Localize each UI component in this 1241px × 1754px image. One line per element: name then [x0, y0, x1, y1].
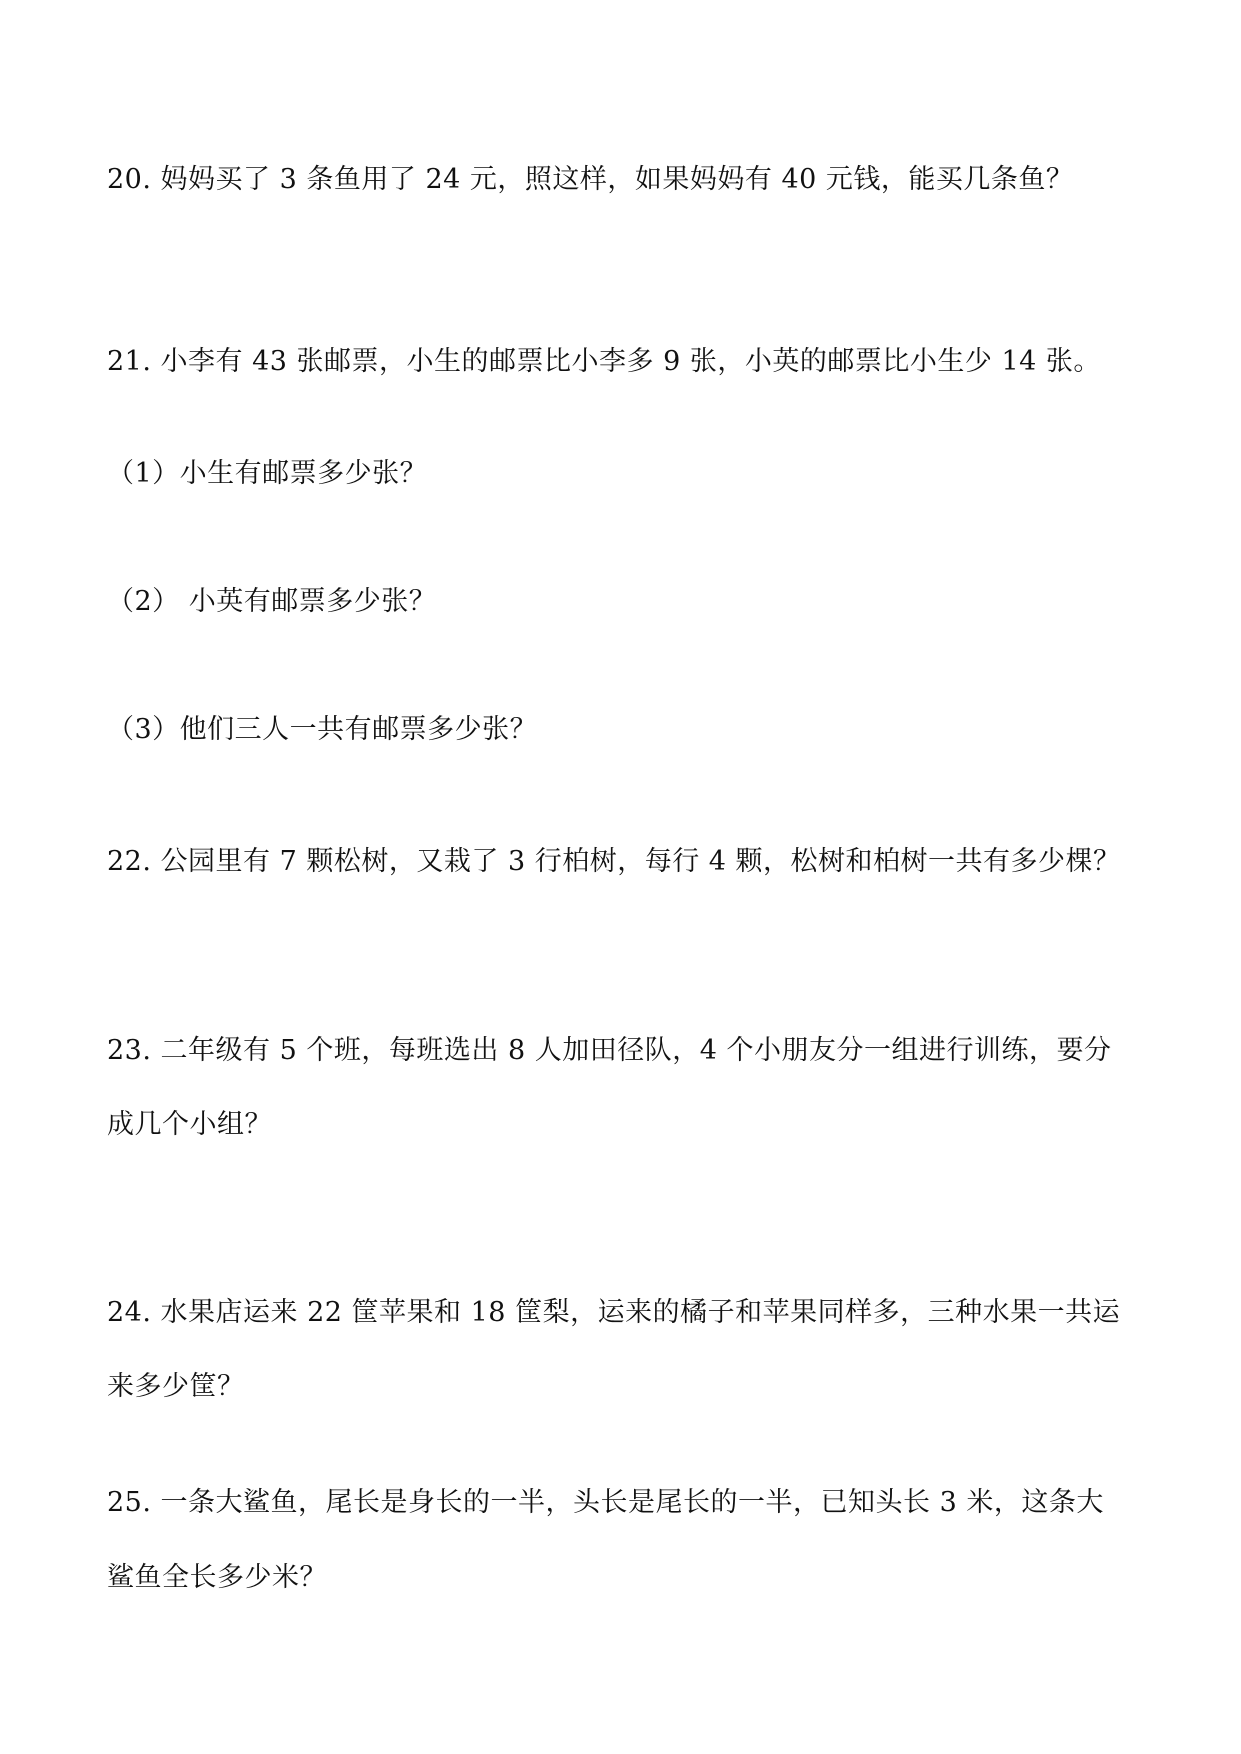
question-24-line-2: 来多少筐？ [107, 1371, 245, 1402]
question-21-part-2: （2） 小英有邮票多少张？ [107, 586, 437, 617]
question-23-line-1: 23. 二年级有 5 个班，每班选出 8 人加田径队，4 个小朋友分一组进行训练，要分 [107, 1035, 1112, 1066]
question-22: 22. 公园里有 7 颗松树，又栽了 3 行柏树，每行 4 颗，松树和柏树一共有多少棵？ [107, 846, 1121, 877]
question-25-line-1: 25. 一条大鲨鱼，尾长是身长的一半，头长是尾长的一半，已知头长 3 米，这条大 [107, 1487, 1104, 1518]
question-25-line-2: 鲨鱼全长多少米？ [107, 1562, 327, 1593]
question-21-part-3: （3）他们三人一共有邮票多少张？ [107, 714, 538, 745]
question-24-line-1: 24. 水果店运来 22 筐苹果和 18 筐梨，运来的橘子和苹果同样多，三种水果一共运 [107, 1297, 1121, 1328]
question-23-line-2: 成几个小组？ [107, 1109, 272, 1140]
question-21-part-1: （1）小生有邮票多少张？ [107, 458, 428, 489]
question-21: 21. 小李有 43 张邮票，小生的邮票比小李多 9 张，小英的邮票比小生少 14 张。 [107, 346, 1101, 377]
question-20: 20. 妈妈买了 3 条鱼用了 24 元，照这样，如果妈妈有 40 元钱，能买几条鱼？ [107, 164, 1074, 195]
